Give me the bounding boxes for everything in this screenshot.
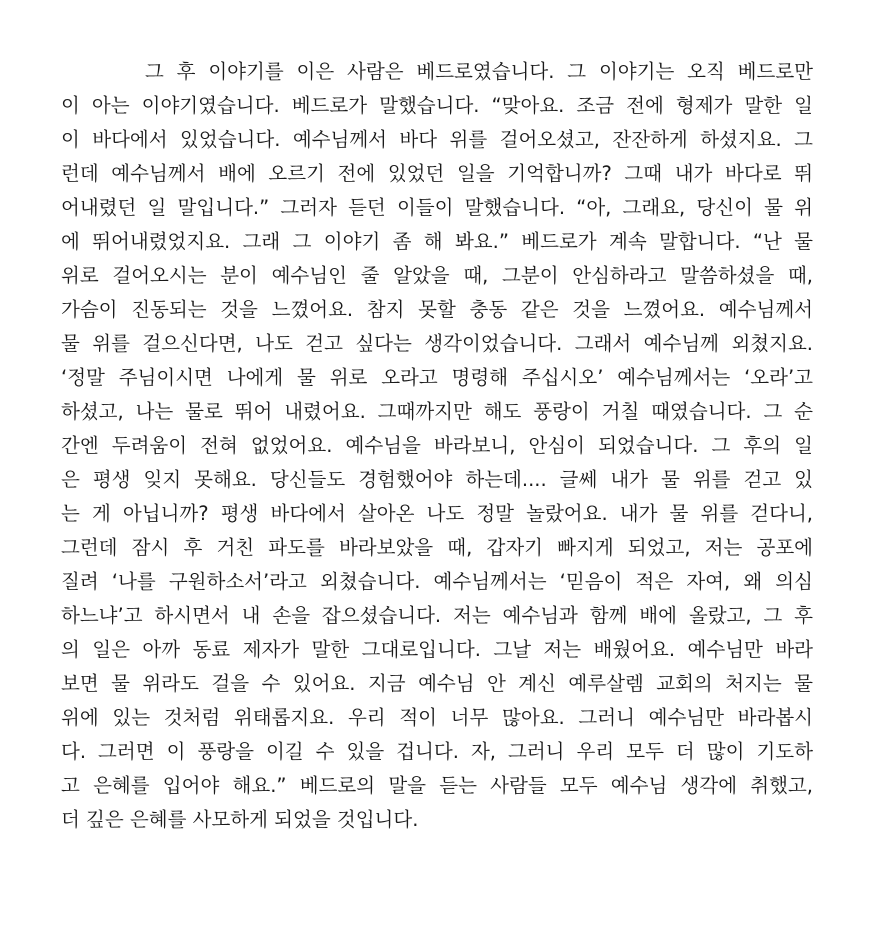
body-paragraph xyxy=(61,55,813,837)
text-line-20: 위에 있는 것처럼 위태롭지요. 우리 적이 너무 많아요. 그러니 예수님만 바라봅시 xyxy=(61,706,813,729)
text-line-16: 질려 ‘나를 구원하소서’라고 외쳤습니다. 예수님께서는 ‘믿음이 적은 자여, 왜 의심 xyxy=(61,570,813,593)
text-line-13: 은 평생 잊지 못해요. 당신들도 경험했어야 하는데.... 글쎄 내가 물 위를 걷고 있 xyxy=(61,468,813,491)
text-line-7: 위로 걸어오시는 분이 예수님인 줄 알았을 때, 그분이 안심하라고 말씀하셨을 때, xyxy=(61,264,813,287)
text-line-11: 하셨고, 나는 물로 뛰어 내렸어요. 그때까지만 해도 풍랑이 거칠 때였습니다. 그 순 xyxy=(61,400,813,423)
text-line-14: 는 게 아닙니까? 평생 바다에서 살아온 나도 정말 놀랐어요. 내가 물 위를 걷다니, xyxy=(61,502,813,525)
text-line-10: ‘정말 주님이시면 나에게 물 위로 오라고 명령해 주십시오’ 예수님께서는 ‘오라’고 xyxy=(61,366,813,389)
text-line-17: 하느냐’고 하시면서 내 손을 잡으셨습니다. 저는 예수님과 함께 배에 올랐고, 그 후 xyxy=(61,604,813,627)
text-line-3: 이 바다에서 있었습니다. 예수님께서 바다 위를 걸어오셨고, 잔잔하게 하셨지요. 그 xyxy=(61,128,813,151)
text-line-19: 보면 물 위라도 걸을 수 있어요. 지금 예수님 안 계신 예루살렘 교회의 처지는 물 xyxy=(61,672,813,695)
text-line-5: 어내렸던 일 말입니다.” 그러자 듣던 이들이 말했습니다. “아, 그래요, 당신이 물 위 xyxy=(61,196,813,219)
text-line-22: 고 은혜를 입어야 해요.” 베드로의 말을 듣는 사람들 모두 예수님 생각에 취했고, xyxy=(61,774,813,797)
text-line-9: 물 위를 걸으신다면, 나도 걷고 싶다는 생각이었습니다. 그래서 예수님께 외쳤지요. xyxy=(61,332,813,355)
text-line-18: 의 일은 아까 동료 제자가 말한 그대로입니다. 그날 저는 배웠어요. 예수님만 바라 xyxy=(61,638,813,661)
text-line-12: 간엔 두려움이 전혀 없었어요. 예수님을 바라보니, 안심이 되었습니다. 그 후의 일 xyxy=(61,434,813,457)
text-line-1: 그 후 이야기를 이은 사람은 베드로였습니다. 그 이야기는 오직 베드로만 xyxy=(145,60,813,83)
text-line-4: 런데 예수님께서 배에 오르기 전에 있었던 일을 기억합니까? 그때 내가 바다로 뛰 xyxy=(61,162,813,185)
text-line-15: 그런데 잠시 후 거친 파도를 바라보았을 때, 갑자기 빠지게 되었고, 저는 공포에 xyxy=(61,536,813,559)
text-line-8: 가슴이 진동되는 것을 느꼈어요. 참지 못할 충동 같은 것을 느꼈어요. 예수님께서 xyxy=(61,298,813,321)
text-line-23: 더 깊은 은혜를 사모하게 되었을 것입니다. xyxy=(61,808,419,831)
text-line-21: 다. 그러면 이 풍랑을 이길 수 있을 겁니다. 자, 그러니 우리 모두 더 많이 기도하 xyxy=(61,740,813,763)
text-line-6: 에 뛰어내렸었지요. 그래 그 이야기 좀 해 봐요.” 베드로가 계속 말합니다. “난 물 xyxy=(61,230,813,253)
text-line-2: 이 아는 이야기였습니다. 베드로가 말했습니다. “맞아요. 조금 전에 형제가 말한 일 xyxy=(61,94,813,117)
